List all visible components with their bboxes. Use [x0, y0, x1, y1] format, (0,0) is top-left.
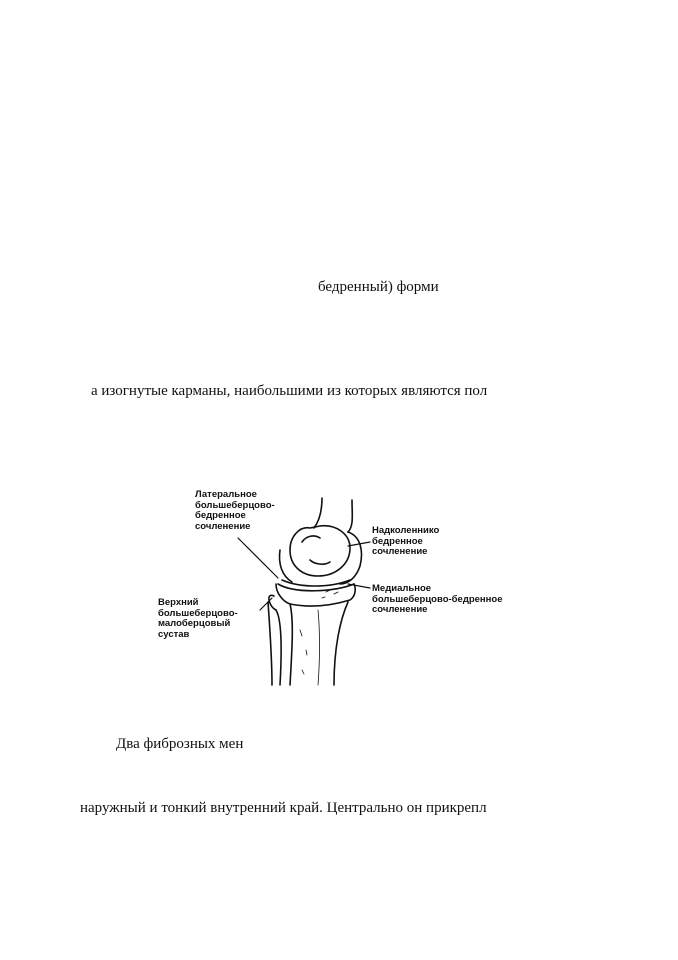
label-proximal-tibiofibular: Верхний большеберцово- малоберцовый сустав — [158, 597, 238, 640]
label-patellofemoral: Надколеннико бедренное сочленение — [372, 525, 440, 557]
text-line-4: наружный и тонкий внутренний край. Центрально он прикрепл — [80, 800, 487, 816]
knee-joint-figure — [150, 480, 540, 695]
text-line-2: а изогнутые карманы, наибольшими из которых являются пол — [91, 383, 488, 399]
text-line-1: бедренный) форми — [318, 279, 439, 295]
text-line-3: Два фиброзных мен — [116, 736, 244, 752]
label-medial-tibiofemoral: Медиальное большеберцово-бедренное сочленение — [372, 583, 503, 615]
label-lateral-tibiofemoral: Латеральное большеберцово- бедренное сочленение — [195, 489, 275, 532]
